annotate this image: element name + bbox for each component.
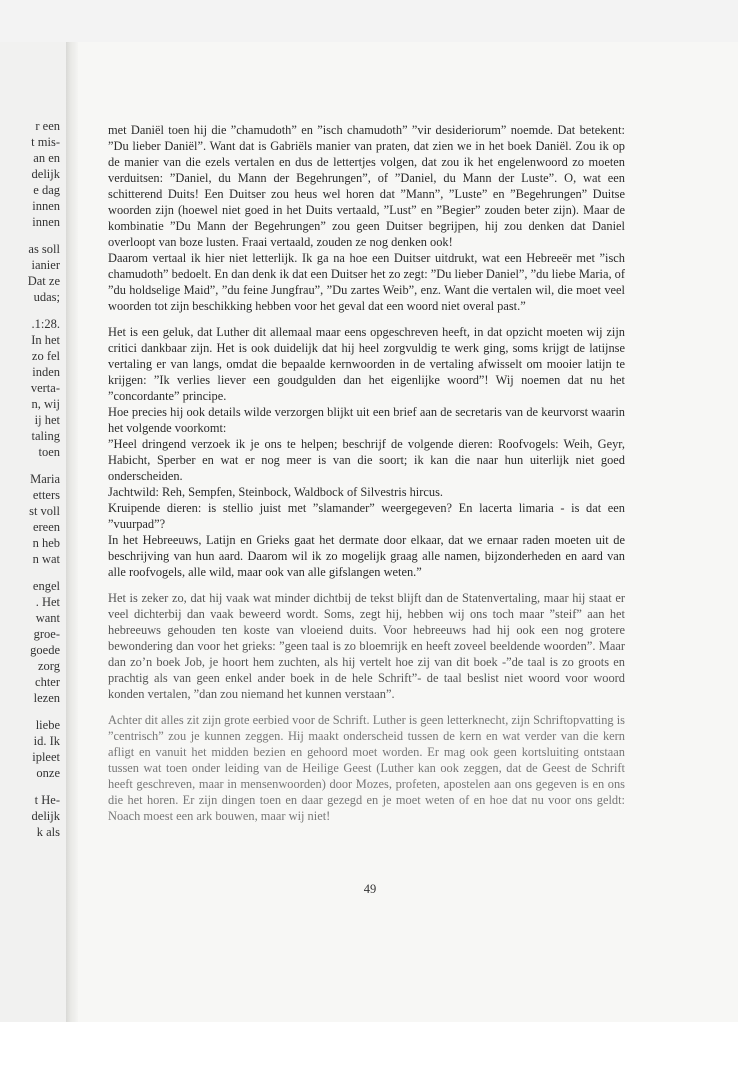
- page-number: 49: [363, 882, 377, 896]
- left-page-text: [28, 118, 60, 840]
- paragraph: Hoe precies hij ook details wilde verzorgen blijkt uit een brief aan de secretaris van de keurvorst waarin het volgende voorkomt:: [108, 405, 625, 435]
- left-line: n heb: [32, 536, 60, 550]
- background-top: [0, 0, 738, 42]
- left-line: want: [35, 611, 60, 625]
- left-line: ij het: [34, 413, 60, 427]
- left-line: zorg: [38, 659, 60, 673]
- left-line: e dag: [33, 183, 60, 197]
- paragraph: Daarom vertaal ik hier niet letterlijk. Ik ga na hoe een Duitser uitdrukt, wat een Hebreeër met ”isch chamudoth” bedoelt. En dan denk ik dat een Duitser het zo zegt: ”Du lieber Daniel”, ”du liebe Maria, of ”du holdselige Maid”, ”du feine Jungfrau”, ”Du zartes Weib”, enz. Want die vertalen wil, die moet veel woorden tot zijn beschikking hebben voor het geval dat een woord niet overal past.”: [108, 251, 625, 313]
- left-line: t mis-: [31, 135, 60, 149]
- left-line-gap: [28, 781, 60, 792]
- left-line: innen: [32, 215, 60, 229]
- left-line: engel: [32, 579, 60, 593]
- left-line: lezen: [33, 691, 60, 705]
- left-line: st voll: [29, 504, 60, 518]
- left-line: etters: [32, 488, 60, 502]
- left-line: n, wij: [31, 397, 60, 411]
- left-line: inden: [32, 365, 60, 379]
- left-line: Maria: [30, 472, 60, 486]
- left-line: n wat: [32, 552, 60, 566]
- left-line: id. Ik: [33, 734, 60, 748]
- left-line: chter: [35, 675, 60, 689]
- quote-paragraph: ”Heel dringend verzoek ik je ons te helpen; beschrijf de volgende dieren: Roofvogels: Weih, Geyr, Habicht, Sperber en wat er nog meer is van die soort; ik kan die naar hun uiterlijk niet goed onderscheiden.: [108, 437, 625, 483]
- left-line: In het: [31, 333, 60, 347]
- left-line: .1:28.: [31, 317, 60, 331]
- left-line-gap: [28, 230, 60, 241]
- left-line: toen: [38, 445, 60, 459]
- left-line: k als: [36, 825, 60, 839]
- left-line: zo fel: [31, 349, 60, 363]
- left-line: liebe: [35, 718, 60, 732]
- left-line: udas;: [33, 290, 60, 304]
- left-line: verta-: [30, 381, 60, 395]
- left-line: delijk: [31, 809, 60, 823]
- left-line: delijk: [31, 167, 60, 181]
- left-line: goede: [30, 643, 60, 657]
- left-line: groe-: [33, 627, 60, 641]
- left-line: . Het: [35, 595, 60, 609]
- page-body: [108, 122, 625, 824]
- left-line: r een: [35, 119, 60, 133]
- quote-paragraph: Kruipende dieren: is stellio juist met ”slamander” weergegeven? En lacerta limaria - is dat een ”vuurpad”?: [108, 501, 625, 531]
- left-line-gap: [28, 460, 60, 471]
- quote-paragraph: In het Hebreeuws, Latijn en Grieks gaat het dermate door elkaar, dat we ernaar raden moeten uit de beschrijving van hun aard. Daarom wil ik zo mogelijk graag alle namen, bijzonderheden en aard van alle roofvogels, alle wild, maar ook van alle gifslangen weten.”: [108, 533, 625, 579]
- left-line: taling: [31, 429, 60, 443]
- left-line: Dat ze: [27, 274, 60, 288]
- left-line-gap: [28, 567, 60, 578]
- left-line: as soll: [28, 242, 60, 256]
- background-bottom: [0, 1022, 738, 1068]
- quote-paragraph: Jachtwild: Reh, Sempfen, Steinbock, Waldbock of Silvestris hircus.: [108, 485, 443, 499]
- left-line-gap: [28, 706, 60, 717]
- left-line: an en: [33, 151, 60, 165]
- paragraph: Het is een geluk, dat Luther dit allemaal maar eens opgeschreven heeft, in dat opzicht moeten wij zijn critici dankbaar zijn. Het is ook duidelijk dat hij heel zorgvuldig te werk ging, soms krijgt de latijnse vertaling er van langs, omdat die bepaalde kernwoorden in de vertaling afwisselt om mooier latijn te krijgen: ”Ik verlies liever een goudgulden dan het eigenlijke woord”! Wij noemen dat nu het ”concordante” principe.: [108, 325, 625, 403]
- left-line: ereen: [32, 520, 60, 534]
- left-page-edge: [0, 42, 66, 1022]
- left-line: onze: [36, 766, 60, 780]
- left-line: t He-: [34, 793, 60, 807]
- paragraph: Het is zeker zo, dat hij vaak wat minder dichtbij de tekst blijft dan de Statenvertaling, maar hij staat er veel dichterbij dan vaak beweerd wordt. Soms, zegt hij, hebben wij ons toch maar ”steif” aan het hebreeuws gehouden ten koste van vloeiend duits. Voor hebreeuws had hij ook een nog grotere bewondering dan voor het grieks: ”geen taal is zo bloemrijk en heeft zoveel beeldende woorden”. Maar dan zo’n boek Job, je hoort hem zuchten, als hij vertelt hoe zij van dit boek -”de taal is zo groots en prachtig als van geen enkel ander boek in de hele Schrift”- de taal beslist niet woord voor woord konden vertalen, ”dan zou niemand het kunnen verstaan”.: [108, 591, 625, 701]
- book-spine: [66, 42, 78, 1022]
- left-line: innen: [32, 199, 60, 213]
- left-line-gap: [28, 305, 60, 316]
- left-line: ianier: [31, 258, 60, 272]
- paragraph: met Daniël toen hij die ”chamudoth” en ”isch chamudoth” ”vir desideriorum” noemde. Dat betekent: ”Du lieber Daniël”. Want dat is Gabriëls manier van praten, dat zien we in het boek Daniël. Zou ik op de manier van die ezels vertalen en dus de lettertjes volgen, dat zou ik het engelenwoord zo moeten verduitsen: ”Daniel, du Mann der Begehrungen”, of ”Daniel, du Mann der Luste”. O, wat een schitterend Duits! Een Duitser zou heus wel horen dat ”Mann”, ”Luste” en ”Begehrungen” Duitse woorden zijn (hoewel niet goed in het Duits vertaald, ”Lust” en ”Begier” zouden beter zijn). Maar de kombinatie ”Du Mann der Begehrungen” zou geen Duitser begrijpen, hij zou denken dat Daniel overloopt van boze lusten. Fraai vertaald, zouden ze nog denken ook!: [108, 123, 625, 249]
- paragraph: Achter dit alles zit zijn grote eerbied voor de Schrift. Luther is geen letterknecht, zijn Schriftopvatting is ”centrisch” zou je kunnen zeggen. Hij maakt onderscheid tussen de kern en wat verder van die kern afligt en vanuit het midden bezien en gehoord moet worden. Er mag ook geen kortsluiting ontstaan tussen wat toen onder leiding van de Heilige Geest (Luther kan ook zeggen, dat de Geest de Schrift heeft geschreven, maar in mensenwoorden) door Mozes, profeten, apostelen aan ons gegeven is en ons die het horen. Er zijn dingen toen en daar gezegd en je moet weten of en hoe dat nu voor ons geldt: Noach moest een ark bouwen, maar wij niet!: [108, 713, 625, 823]
- left-line: ipleet: [32, 750, 60, 764]
